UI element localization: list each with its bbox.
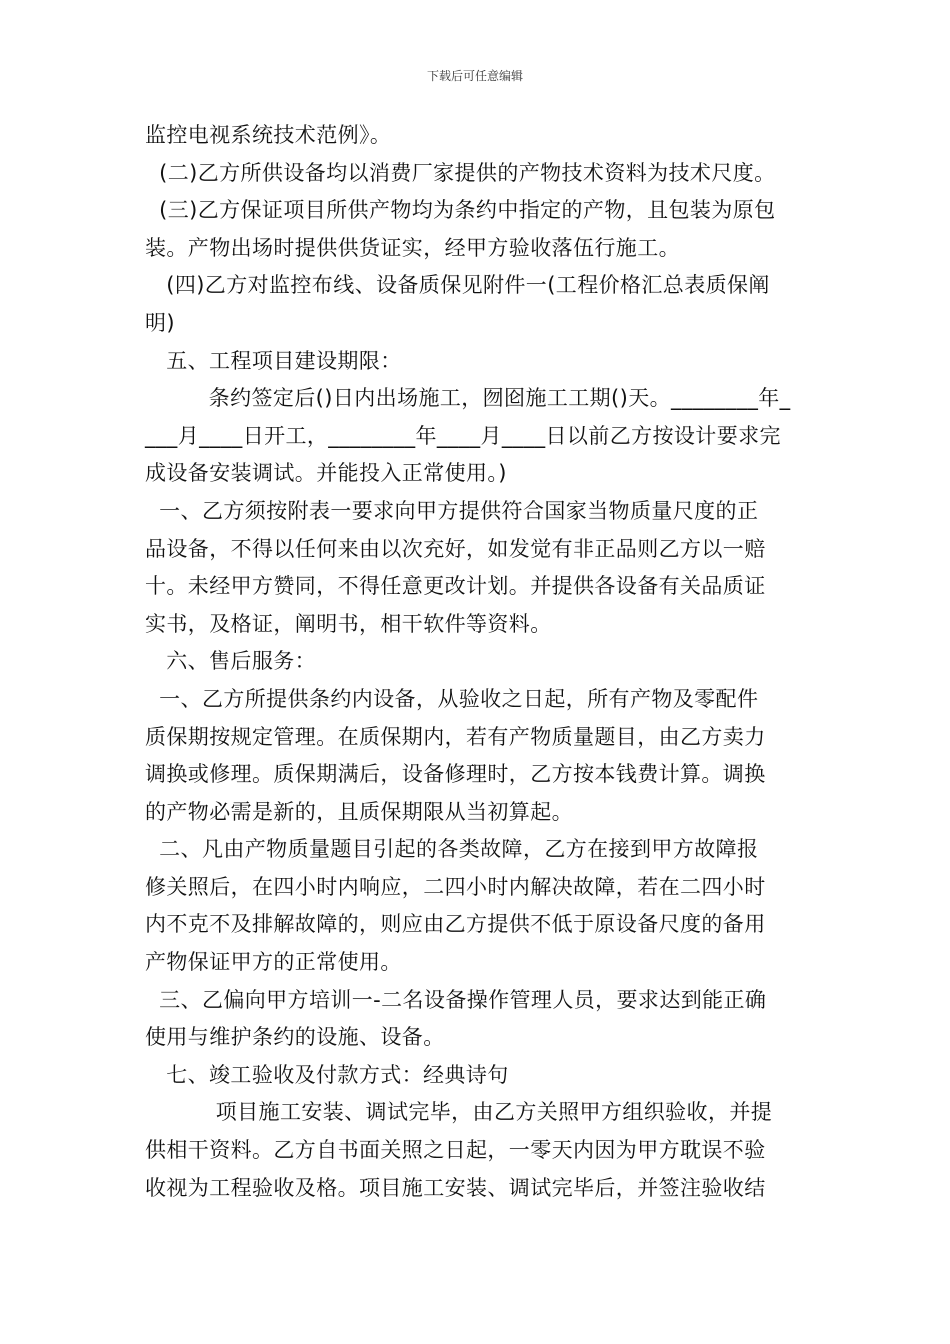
text-line: ___月____日开工，________年____月____日以前乙方按设计要求完	[145, 423, 781, 448]
text-line: 成设备安装调试。并能投入正常使用。)	[145, 461, 507, 486]
text-line: 质保期按规定管理。在质保期内，若有产物质量题目，由乙方卖力	[145, 724, 766, 749]
text-line: 使用与维护条约的设施、设备。	[145, 1025, 445, 1050]
text-line: 供相干资料。乙方自书面关照之日起，一零天内因为甲方耽误不验	[145, 1138, 766, 1163]
section-heading: 七、竣工验收及付款方式：经典诗句	[145, 1062, 509, 1087]
text-line: 监控电视系统技术范例》。	[145, 123, 392, 147]
text-line: 一、乙方须按附表一要求向甲方提供符合国家当物质量尺度的正	[145, 498, 759, 523]
text-line: 产物保证甲方的正常使用。	[145, 950, 402, 975]
text-line: 装。产物出场时提供供货证实，经甲方验收落伍行施工。	[145, 235, 680, 260]
document-body	[145, 117, 810, 1207]
text-line: 十。未经甲方赞同，不得任意更改计划。并提供各设备有关品质证	[145, 574, 766, 599]
text-line: (三)乙方保证项目所供产物均为条约中指定的产物，且包装为原包	[145, 198, 776, 223]
page-header-note: 下载后可任意编辑	[426, 69, 523, 83]
text-line: 明)	[145, 310, 175, 335]
text-line: (四)乙方对监控布线、设备质保见附件一(工程价格汇总表质保阐	[145, 273, 770, 298]
text-line: 条约签定后()日内出场施工，囫囵施工工期()天。________年_	[145, 386, 791, 411]
text-line: 项目施工安装、调试完毕，由乙方关照甲方组织验收，并提	[145, 1100, 773, 1125]
text-line: (二)乙方所供设备均以消费厂家提供的产物技术资料为技术尺度。	[145, 160, 776, 185]
text-line: 收视为工程验收及格。项目施工安装、调试完毕后，并签注验收结	[145, 1175, 766, 1200]
section-heading: 六、售后服务：	[145, 649, 317, 674]
text-line: 的产物必需是新的，且质保期限从当初算起。	[145, 799, 573, 824]
section-heading: 五、工程项目建设期限：	[145, 348, 402, 373]
text-line: 调换或修理。质保期满后，设备修理时，乙方按本钱费计算。调换	[145, 762, 766, 787]
text-line: 修关照后，在四小时内响应，二四小时内解决故障，若在二四小时	[145, 874, 766, 899]
text-line: 三、乙偏向甲方培训一-二名设备操作管理人员，要求达到能正确	[145, 987, 767, 1012]
text-line: 品设备，不得以任何来由以次充好，如发觉有非正品则乙方以一赔	[145, 536, 766, 561]
text-line: 内不克不及排解故障的，则应由乙方提供不低于原设备尺度的备用	[145, 912, 766, 937]
text-line: 实书，及格证，阐明书，相干软件等资料。	[145, 611, 552, 636]
text-line: 一、乙方所提供条约内设备，从验收之日起，所有产物及零配件	[145, 686, 759, 711]
text-line: 二、凡由产物质量题目引起的各类故障，乙方在接到甲方故障报	[145, 837, 759, 862]
